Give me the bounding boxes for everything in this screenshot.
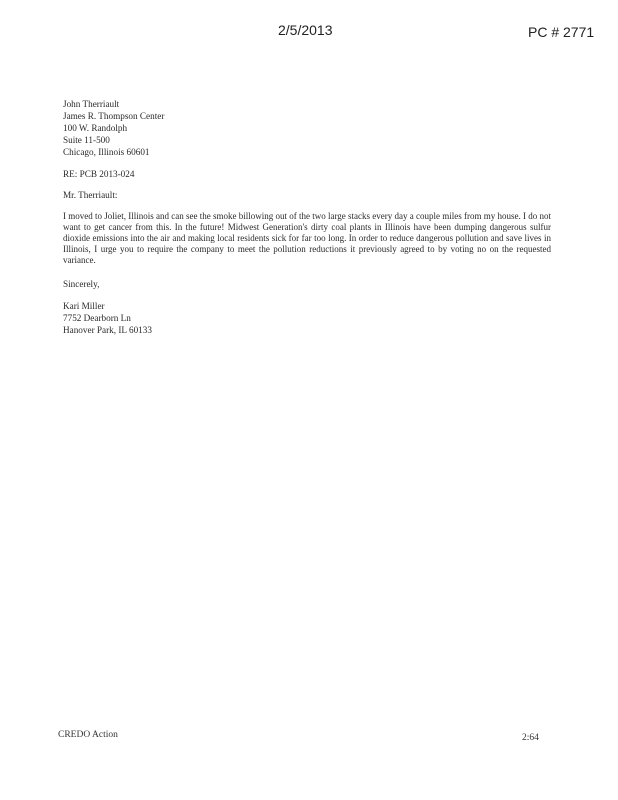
address-line: John Therriault bbox=[63, 99, 120, 109]
footer-source: CREDO Action bbox=[58, 730, 118, 740]
salutation: Mr. Therriault: bbox=[63, 190, 118, 200]
closing: Sincerely, bbox=[63, 279, 100, 289]
re-line: RE: PCB 2013-024 bbox=[63, 169, 135, 179]
footer-page-ref: 2:64 bbox=[522, 733, 539, 743]
address-line: Suite 11-500 bbox=[63, 135, 110, 145]
signature-address: 7752 Dearborn Ln bbox=[63, 313, 131, 323]
address-line: James R. Thompson Center bbox=[63, 111, 165, 121]
signature-block bbox=[63, 300, 551, 336]
signature-city: Hanover Park, IL 60133 bbox=[63, 325, 152, 335]
letter-body bbox=[63, 98, 551, 336]
recipient-address bbox=[63, 98, 551, 158]
header-pc-number: PC # 2771 bbox=[528, 24, 595, 40]
address-line: 100 W. Randolph bbox=[63, 123, 128, 133]
address-line: Chicago, Illinois 60601 bbox=[63, 147, 150, 157]
body-paragraph: I moved to Joliet, Illinois and can see the smoke billowing out of the two large stacks every day a couple miles from my house. I do not want to get cancer from this. In the future! Midwest Generation's dirty coal plants in Illinois have been dumping dangerous sulfur dioxide emissions into the air and making local residents sick for far too long. In order to reduce dangerous pollution and save lives in Illinois, I urge you to require the company to meet the pollution reductions it previously agreed to by voting no on the requested variance. bbox=[63, 211, 551, 265]
signature-name: Kari Miller bbox=[63, 301, 105, 311]
header-date: 2/5/2013 bbox=[278, 22, 333, 38]
